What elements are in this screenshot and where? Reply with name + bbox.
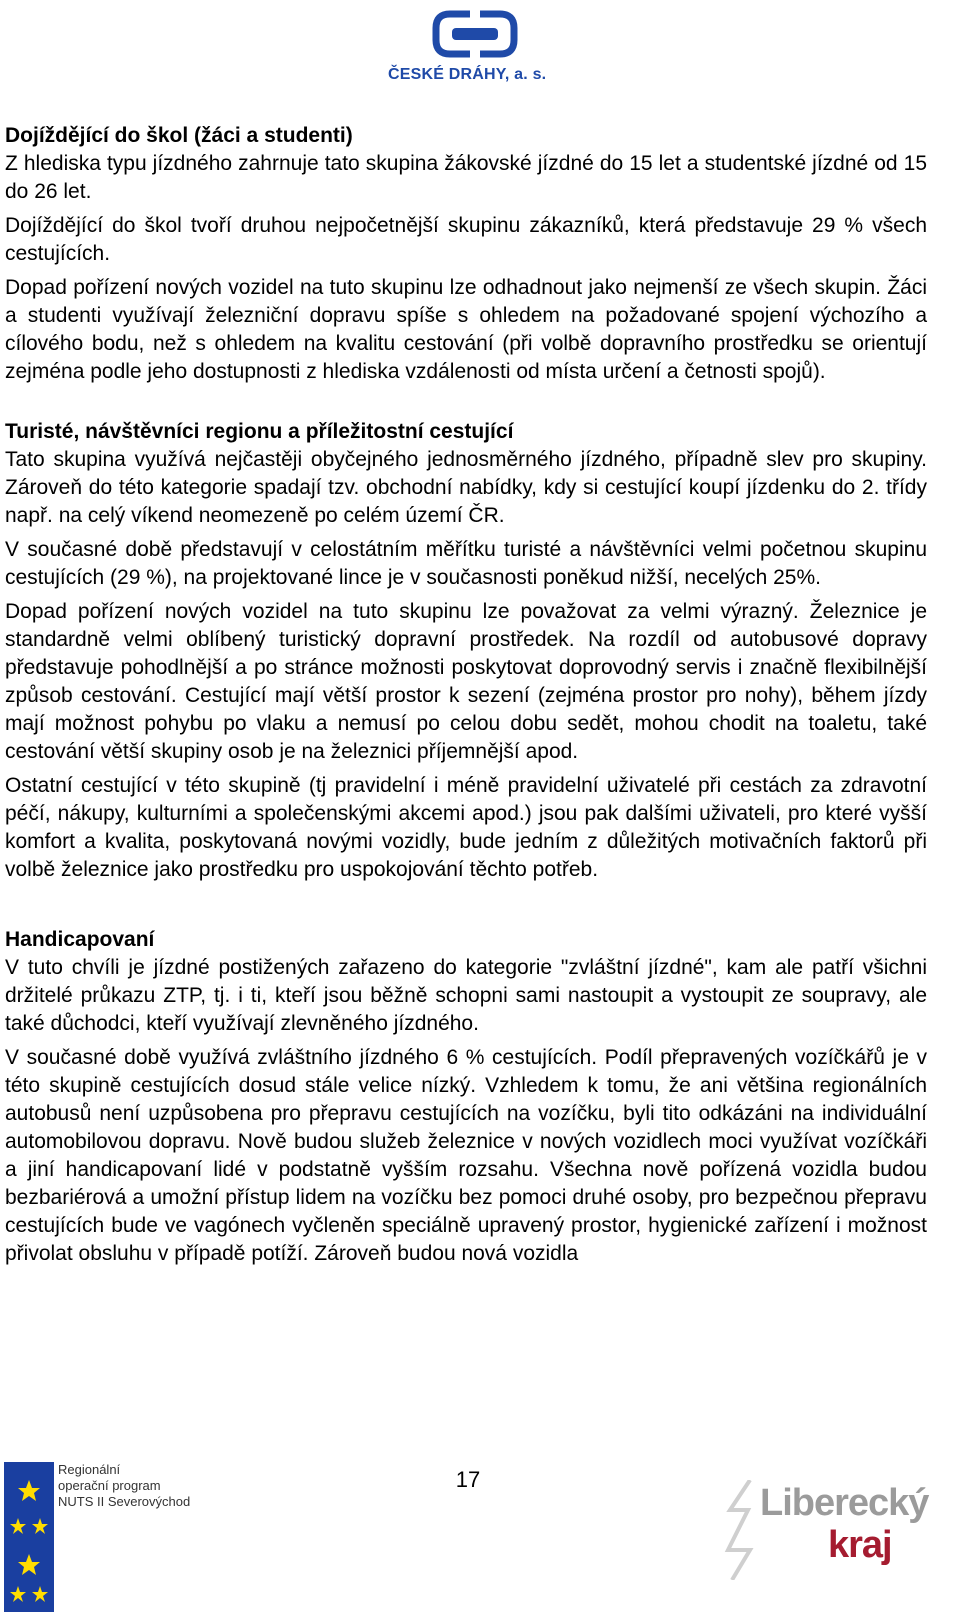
company-name: ČESKÉ DRÁHY, a. s. bbox=[388, 66, 547, 83]
rop-line: NUTS II Severovýchod bbox=[58, 1494, 191, 1509]
liberecky-kraj-logo-icon bbox=[720, 1470, 930, 1610]
page-number: 17 bbox=[455, 1467, 481, 1492]
region-word-kraj: kraj bbox=[828, 1524, 892, 1566]
rop-line: Regionální bbox=[58, 1462, 121, 1477]
paragraph: Dojíždějící do škol tvoří druhou nejpočetnější skupinu zákazníků, která představuje 29 % všech cestujících. bbox=[5, 214, 927, 265]
paragraph: V současné době představují v celostátním měřítku turisté a návštěvníci velmi početnou skupinu cestujících (29 %), na projektované lince je v současnosti poněkud nižší, necelých 25%. bbox=[5, 538, 927, 589]
section-title: Turisté, návštěvníci regionu a příležitostní cestující bbox=[5, 420, 514, 443]
paragraph: Dopad pořízení nových vozidel na tuto skupinu lze odhadnout jako nejmenší ze všech skupin. Žáci a studenti využívají železniční dopravu spíše s ohledem na požadované spojení výchozího a cílového bodu, než s ohledem na kvalitu cestování (při volbě dopravního prostředku se orientují zejména podle jeho dostupnosti z hlediska vzdálenosti od místa určení a četnosti spojů). bbox=[5, 276, 927, 383]
paragraph: V současné době využívá zvláštního jízdného 6 % cestujících. Podíl přepravených vozíčkářů je v této skupině cestujících dosud stále velice nízký. Vzhledem k tomu, že ani většina regionálních autobusů není uzpůsobena pro přepravu cestujících na vozíčku, byli tito odkázáni na individuální automobilovou dopravu. Nově budou služeb železnice v nových vozidlech moci využívat vozíčkáři a jiní handicapovaní lidé v podstatně vyšším rozsahu. Všechna nově pořízená vozidla budou bezbariérová a umožní přístup lidem na vozíčku bez pomoci druhé osoby, pro bezpečnou přepravu cestujících bude ve vagónech vyčleněn speciálně upravený prostor, hygienické zařízení i možnost přivolat obsluhu v případě potíží. Zároveň budou nová vozidla bbox=[5, 1046, 927, 1265]
section-handicapped bbox=[5, 926, 927, 1268]
cd-logo-icon bbox=[430, 8, 520, 60]
section-tourists bbox=[5, 418, 927, 884]
paragraph: V tuto chvíli je jízdné postižených zařazeno do kategorie "zvláštní jízdné", kam ale patří všichni držitelé průkazu ZTP, tj. i ti, kteří jsou běžně schopni sami nastoupit a vystoupit ze soupravy, ale také důchodci, kteří využívají zlevněného jízdného. bbox=[5, 956, 927, 1035]
paragraph: Dopad pořízení nových vozidel na tuto skupinu lze považovat za velmi výrazný. Železnice je standardně velmi oblíbený turistický dopravní prostředek. Na rozdíl od autobusové dopravy představuje pohodlnější a po stránce možnosti poskytovat doprovodný servis i značně flexibilnější způsob cestování. Cestující mají větší prostor k sezení (zejména prostor pro nohy), během jízdy mají možnost pohybu po vlaku a nemusí po celou dobu sedět, mohou chodit na toaletu, také cestování větší skupiny osob je na železnici příjemnější apod. bbox=[5, 600, 927, 763]
eu-flag-icon bbox=[4, 1462, 54, 1612]
section-title: Dojíždějící do škol (žáci a studenti) bbox=[5, 124, 353, 147]
paragraph: Z hlediska typu jízdného zahrnuje tato skupina žákovské jízdné do 15 let a studentské jízdné od 15 do 26 let. bbox=[5, 152, 927, 203]
region-word-liberecky: Liberecký bbox=[760, 1482, 929, 1524]
rop-program-label bbox=[58, 1462, 228, 1510]
paragraph: Tato skupina využívá nejčastěji obyčejného jednosměrného jízdného, případně slev pro skupiny. Zároveň do této kategorie spadají tzv. obchodní nabídky, kdy si cestující koupí jízdenku do 2. třídy např. na celý víkend neomezeně po celém území ČR. bbox=[5, 448, 927, 527]
paragraph: Ostatní cestující v této skupině (tj pravidelní i méně pravidelní uživatelé při cestách za zdravotní péčí, nákupy, kulturními a společenskými akcemi apod.) jsou pak dalšími uživateli, pro které vyšší komfort a kvalita, poskytovaná novými vozidly, bude jedním z důležitých motivačních faktorů při volbě železnice jako prostředku pro uspokojování těchto potřeb. bbox=[5, 774, 927, 881]
rop-line: operační program bbox=[58, 1478, 161, 1493]
section-students bbox=[5, 122, 927, 386]
document-body bbox=[5, 122, 927, 1274]
section-title: Handicapovaní bbox=[5, 928, 155, 951]
